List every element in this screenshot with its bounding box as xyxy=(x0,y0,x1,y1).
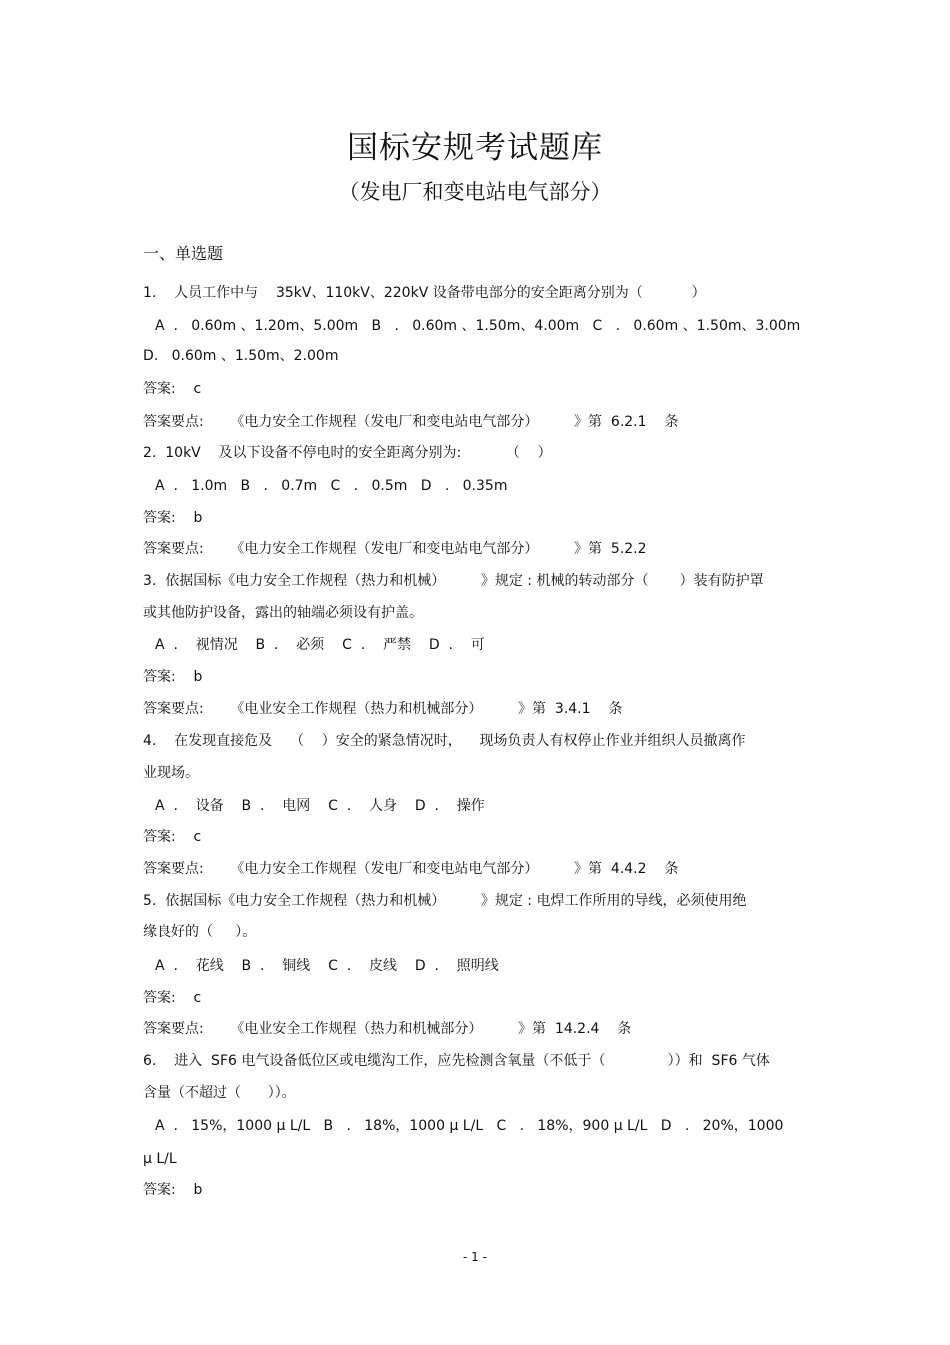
question-4-options: A . 设备 B . 电网 C . 人身 D . 操作 xyxy=(155,798,485,814)
section-heading: 一、单选题 xyxy=(143,244,224,263)
page-number: - 1 - xyxy=(463,1250,487,1264)
question-6-cont: 含量（不超过（ ））。 xyxy=(143,1085,296,1101)
question-6: 6. 进入 SF6 电气设备低位区或电缆沟工作，应先检测含氧量（不低于（ ））和 SF6 气体 xyxy=(143,1053,770,1069)
question-4-answer: 答案: c xyxy=(143,829,202,845)
question-5-key-point: 答案要点: 《电业安全工作规程（热力和机械部分） 》第 14.2.4 条 xyxy=(143,1021,632,1037)
question-6-answer: 答案: b xyxy=(143,1182,203,1198)
question-3: 3. 依据国标《电力安全工作规程（热力和机械） 》规定 : 机械的转动部分（ ）装有防护罩 xyxy=(143,573,764,589)
question-5-cont: 缘良好的（ ）。 xyxy=(143,924,257,940)
question-2-answer: 答案: b xyxy=(143,510,203,526)
question-3-cont: 或其他防护设备，露出的轴端必须设有护盖。 xyxy=(143,605,423,621)
question-2-key-point: 答案要点: 《电力安全工作规程（发电厂和变电站电气部分） 》第 5.2.2 xyxy=(143,541,647,557)
question-3-answer: 答案: b xyxy=(143,669,203,685)
question-1-answer: 答案: c xyxy=(143,381,202,397)
question-6-options: A . 15%，1000 μ L/L B . 18%，1000 μ L/L C . 18%，900 μ L/L D . 20%，1000 xyxy=(155,1118,784,1134)
question-4: 4. 在发现直接危及 （ ）安全的紧急情况时， 现场负责人有权停止作业并组织人员撤离作 xyxy=(143,733,746,749)
question-4-key-point: 答案要点: 《电力安全工作规程（发电厂和变电站电气部分） 》第 4.4.2 条 xyxy=(143,861,679,877)
question-2-options: A . 1.0m B . 0.7m C . 0.5m D . 0.35m xyxy=(155,478,508,494)
question-1-options-cont: D. 0.60m 、1.50m、2.00m xyxy=(143,348,339,364)
question-6-options-cont: μ L/L xyxy=(143,1151,177,1167)
question-2: 2. 10kV 及以下设备不停电时的安全距离分别为: （ ） xyxy=(143,445,552,461)
document-title: 国标安规考试题库 xyxy=(347,130,603,166)
question-4-cont: 业现场。 xyxy=(143,765,199,781)
question-5-answer: 答案: c xyxy=(143,990,202,1006)
question-5-options: A . 花线 B . 铜线 C . 皮线 D . 照明线 xyxy=(155,958,499,974)
question-3-key-point: 答案要点: 《电业安全工作规程（热力和机械部分） 》第 3.4.1 条 xyxy=(143,701,623,717)
question-1-key-point: 答案要点: 《电力安全工作规程（发电厂和变电站电气部分） 》第 6.2.1 条 xyxy=(143,414,679,430)
question-5: 5. 依据国标《电力安全工作规程（热力和机械） 》规定 : 电焊工作所用的导线，必须使用绝 xyxy=(143,893,747,909)
question-1: 1. 人员工作中与 35kV、110kV、220kV 设备带电部分的安全距离分别为（ ） xyxy=(143,285,706,301)
question-1-options: A . 0.60m 、1.20m、5.00m B . 0.60m 、1.50m、4.00m C . 0.60m 、1.50m、3.00m xyxy=(155,318,801,334)
document-subtitle: （发电厂和变电站电气部分） xyxy=(338,180,612,204)
question-3-options: A . 视情况 B . 必须 C . 严禁 D . 可 xyxy=(155,637,485,653)
